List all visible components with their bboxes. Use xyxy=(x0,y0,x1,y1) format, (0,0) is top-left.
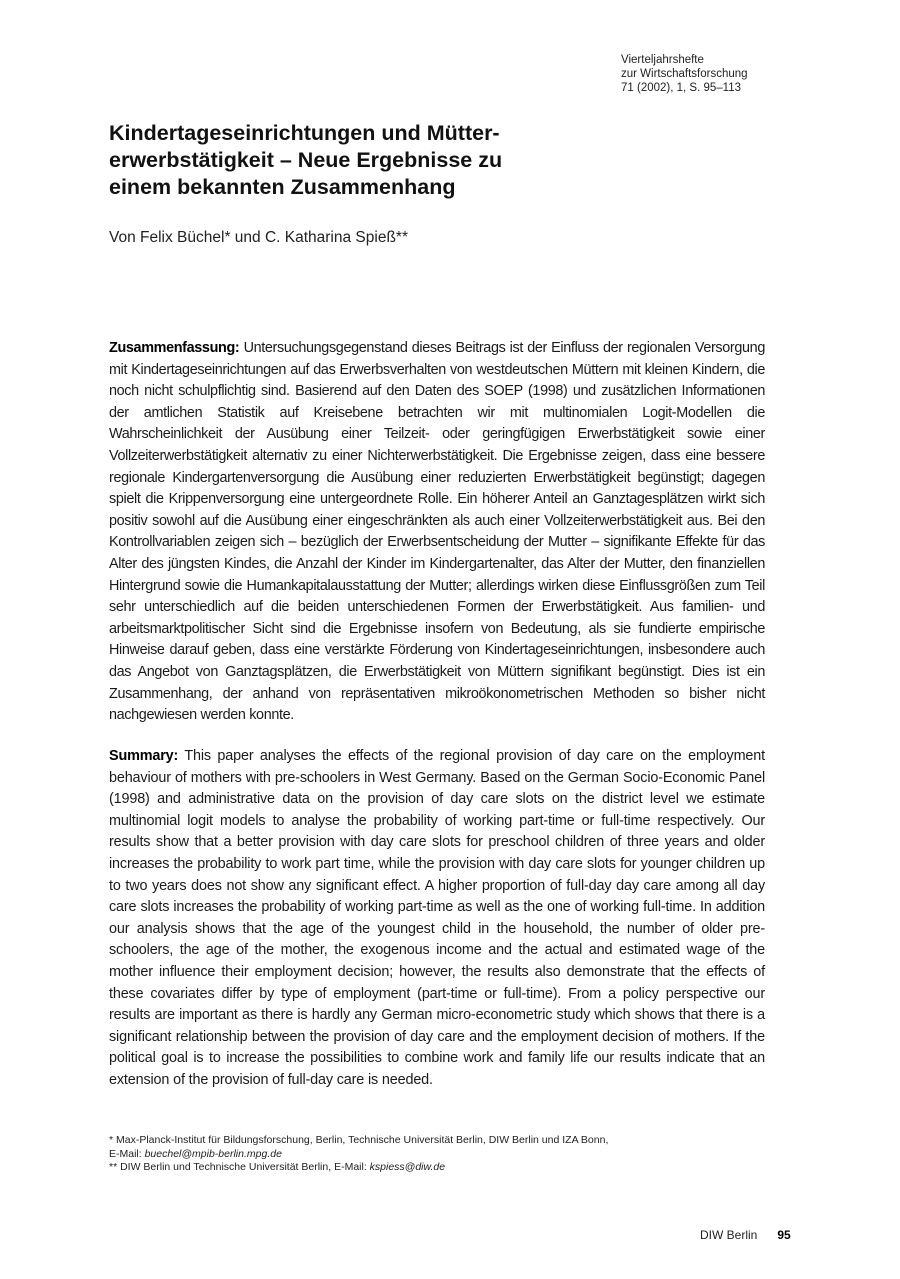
footnote-2 xyxy=(109,1161,608,1175)
footnotes xyxy=(109,1134,608,1175)
authors: Von Felix Büchel* und C. Katharina Spieß** xyxy=(109,229,408,246)
page-footer xyxy=(700,1228,791,1242)
footnote-1-email[interactable]: buechel@mpib-berlin.mpg.de xyxy=(144,1147,282,1160)
footnote-1-email-line xyxy=(109,1148,608,1162)
abstract-german-label: Zusammenfassung: xyxy=(109,340,240,356)
footnote-2-email[interactable]: kspiess@diw.de xyxy=(369,1161,446,1173)
publisher-name: DIW Berlin xyxy=(700,1228,758,1242)
footnote-1-email-label: E-Mail: xyxy=(109,1147,145,1160)
abstract-english-text: This paper analyses the effects of the regional provision of day care on the employment behaviour of mothers with pre-schoolers in West Germany. Based on the German Socio-Economic Panel (1998) and administrative data on the provision of day care slots on the district level we estimate multinomial logit models to analyse the probability of working part-time or full-time respectively. Our results show that a better provision with day care slots for preschool children of three years and older increases the probability to work part time, while the provision with day care slots for younger children up to two years does not show any significant effect. A higher proportion of full-day day care among all day care slots increases the probability of working part-time as well as the one of working full-time. In addition our analysis shows that the age of the youngest child in the household, the number of older pre-schoolers, the age of the mother, the exogenous income and the actual and estimated wage of the mother influence their employment decision; however, the results also demonstrate that the effects of these covariates differ by type of employment (part-time or full-time). From a policy perspective our results are important as there is hardly any German micro-econometric study which shows that there is a significant relationship between the provision of day care and the employment decision of mothers. If the political goal is to increase the possibilities to combine work and family life our results indicate that an extension of the provision of full-day care is needed. xyxy=(109,748,765,1088)
abstract-german-text: Untersuchungsgegenstand dieses Beitrags ist der Einfluss der regionalen Versorgung mit Kindertageseinrichtungen auf das Erwerbsverhalten von westdeutschen Müttern mit kleinen Kindern, die noch nicht schulpflichtig sind. Basierend auf den Daten des SOEP (1998) und zusätzlichen Informationen der amtlichen Statistik auf Kreisebene betrachten wir mit multinomialen Logit-Modellen die Wahrscheinlichkeit der Ausübung einer Teilzeit- oder geringfügigen Erwerbstätigkeit sowie einer Vollzeiterwerbstätigkeit alternativ zu einer Nichterwerbstätigkeit. Die Ergebnisse zeigen, dass eine bessere regionale Kindergartenversorgung die Ausübung einer reduzierten Erwerbstätigkeit begünstigt; dagegen spielt die Krippenversorgung eine untergeordnete Rolle. Ein höherer Anteil an Ganztagesplätzen wirkt sich positiv sowohl auf die Ausübung einer eingeschränkten als auch einer Vollzeiterwerbstätigkeit aus. Bei den Kontrollvariablen zeigen sich – bezüglich der Erwerbsentscheidung der Mutter – signifikante Effekte für das Alter des jüngsten Kindes, die Anzahl der Kinder im Kindergartenalter, das Alter der Mutter, den finanziellen Hintergrund sowie die Humankapitalausstattung der Mutter; allerdings wirken diese Einflussgrößen zum Teil sehr unterschiedlich auf die beiden unterschiedenen Formen der Erwerbstätigkeit. Aus familien- und arbeitsmarktpolitischer Sicht sind die Ergebnisse insofern von Bedeutung, als sie fundierte empirische Hinweise darauf geben, dass eine verstärkte Förderung von Kindertageseinrichtungen, insbesondere auch das Angebot von Ganztagsplätzen, die Erwerbstätigkeit von Müttern signifikant begünstigt. Dies ist ein Zusammenhang, der anhand von repräsentativen mikroökonometrischen Methoden so bisher nicht nachgewiesen werden konnte. xyxy=(109,340,765,724)
title-line-3: einem bekannten Zusammenhang xyxy=(109,175,456,199)
abstract-english-label: Summary: xyxy=(109,748,179,764)
title-line-1: Kindertageseinrichtungen und Mütter- xyxy=(109,121,500,145)
journal-issue: 71 (2002), 1, S. 95–113 xyxy=(621,82,741,94)
page-number: 95 xyxy=(777,1228,791,1242)
footnote-1-affiliation: * Max-Planck-Institut für Bildungsforschung, Berlin, Technische Universität Berlin, DIW Berlin und IZA Bonn, xyxy=(109,1134,609,1146)
journal-name-line1: Vierteljahrshefte xyxy=(621,54,704,66)
title-line-2: erwerbstätigkeit – Neue Ergebnisse zu xyxy=(109,148,503,172)
abstract-english xyxy=(109,746,765,1092)
abstract-german xyxy=(109,338,765,727)
footnote-2-text: ** DIW Berlin und Technische Universität Berlin, E-Mail: xyxy=(109,1161,370,1173)
journal-name-line2: zur Wirtschaftsforschung xyxy=(621,68,748,80)
paper-title xyxy=(109,120,629,201)
journal-reference xyxy=(621,53,748,95)
